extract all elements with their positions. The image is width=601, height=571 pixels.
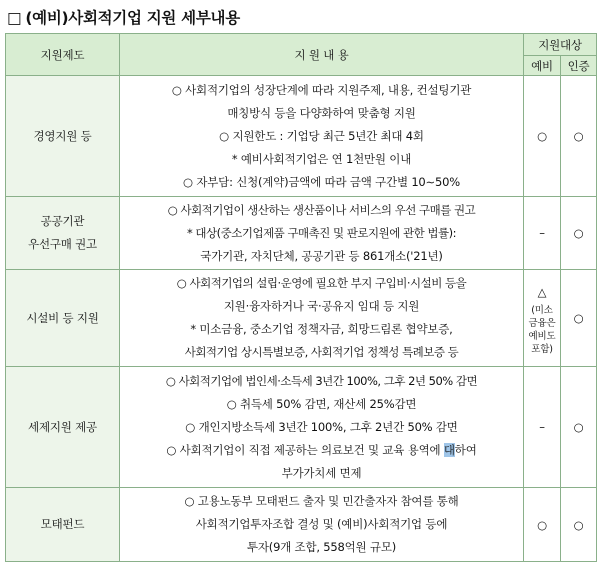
content-line: ○ 개인지방소득세 3년간 100%, 그후 2년간 50% 감면: [185, 419, 458, 434]
content-line: ○ 지원한도 : 기업당 최근 5년간 최대 4회: [219, 128, 424, 143]
cert-mark: ○: [561, 488, 597, 562]
content-line: ○ 고용노동부 모태펀드 출자 및 민간출자자 참여를 통해: [184, 494, 459, 508]
content-line: 부가가치세 면제: [281, 465, 362, 480]
content-line: 사회적기업투자조합 결성 및 (예비)사회적기업 등에: [195, 517, 448, 531]
table-row: [6, 76, 597, 197]
content-line: 매칭방식 등을 다양화하여 맞춤형 지원: [227, 105, 416, 120]
row-name-line: 우선구매 권고: [28, 237, 97, 251]
row-name-line: 시설비 등 지원: [26, 310, 99, 325]
pre-note: 예비도: [528, 330, 556, 342]
checkbox-square-icon: □: [7, 9, 22, 27]
title-text: (예비)사회적기업 지원 세부내용: [25, 9, 240, 27]
content-line: * 대상(중소기업제품 구매촉진 및 판로지원에 관한 법률):: [187, 225, 456, 240]
content-line-part: ○ 사회적기업이 직접 제공하는 의료보건 및 교육 용역에: [166, 442, 444, 457]
text-selection-highlight[interactable]: 대: [443, 442, 455, 457]
content-line-with-highlight: [120, 439, 523, 462]
row-name-line: 모태펀드: [40, 517, 85, 531]
content-line: ○ 사회적기업이 생산하는 생산품이나 서비스의 우선 구매를 권고: [167, 202, 476, 217]
cert-mark: ○: [561, 197, 597, 270]
pre-mark: ○: [524, 76, 561, 197]
row-name: [6, 367, 120, 488]
header-cert: 인증: [561, 56, 597, 76]
row-content: [120, 197, 524, 270]
header-system: 지원제도: [6, 34, 120, 76]
pre-note: 금융은: [528, 317, 556, 329]
cert-mark: ○: [561, 367, 597, 488]
row-name-line: 공공기관: [40, 214, 85, 228]
row-name: [6, 197, 120, 270]
row-name: [6, 488, 120, 562]
header-content: 지 원 내 용: [120, 34, 524, 76]
row-content: [120, 270, 524, 367]
content-line: ○ 사회적기업의 성장단계에 따라 지원주제, 내용, 컨설팅기관: [171, 82, 472, 97]
content-line: ○ 사회적기업에 법인세·소득세 3년간 100%, 그후 2년 50% 감면: [165, 373, 478, 388]
content-line-part: 하여: [454, 442, 477, 457]
content-line: 사회적기업 상시특별보증, 사회적기업 정책성 특례보증 등: [184, 345, 459, 359]
row-content: [120, 76, 524, 197]
header-pre: 예비: [524, 56, 561, 76]
row-content: [120, 488, 524, 562]
pre-mark: –: [524, 367, 561, 488]
page-title: [7, 6, 240, 30]
content-line: * 예비사회적기업은 연 1천만원 이내: [231, 151, 412, 166]
cert-mark: ○: [561, 76, 597, 197]
pre-mark: ○: [524, 488, 561, 562]
row-name-line: 경영지원 등: [33, 128, 92, 143]
content-line: ○ 사회적기업의 설립·운영에 필요한 부지 구입비·시설비 등을: [176, 276, 467, 290]
table-row: [6, 197, 597, 270]
pre-mark: –: [524, 197, 561, 270]
support-table: [5, 33, 597, 562]
cert-mark: ○: [561, 270, 597, 367]
table-row: [6, 367, 597, 488]
pre-note: 포함): [531, 343, 553, 355]
content-line: ○ 자부담: 신청(계약)금액에 따라 금액 구간별 10∼50%: [183, 174, 460, 189]
content-line: 투자(9개 조합, 558억원 규모): [246, 540, 397, 554]
content-line: 지원·융자하거나 국·공유지 임대 등 지원: [223, 299, 420, 313]
table-row: [6, 270, 597, 367]
content-line: ○ 취득세 50% 감면, 재산세 25%감면: [226, 396, 417, 411]
row-content: [120, 367, 524, 488]
row-name-line: 세제지원 제공: [28, 419, 97, 434]
table-row: [6, 488, 597, 562]
pre-cell: [524, 270, 561, 367]
content-line: 국가기관, 자치단체, 공공기관 등 861개소('21년): [200, 248, 443, 263]
content-line: * 미소금융, 중소기업 정책자금, 희망드림론 협약보증,: [190, 322, 453, 336]
pre-mark: △: [537, 284, 547, 299]
row-name: [6, 270, 120, 367]
header-target: 지원대상: [524, 34, 597, 56]
pre-note: (미소: [531, 304, 553, 316]
row-name: [6, 76, 120, 197]
